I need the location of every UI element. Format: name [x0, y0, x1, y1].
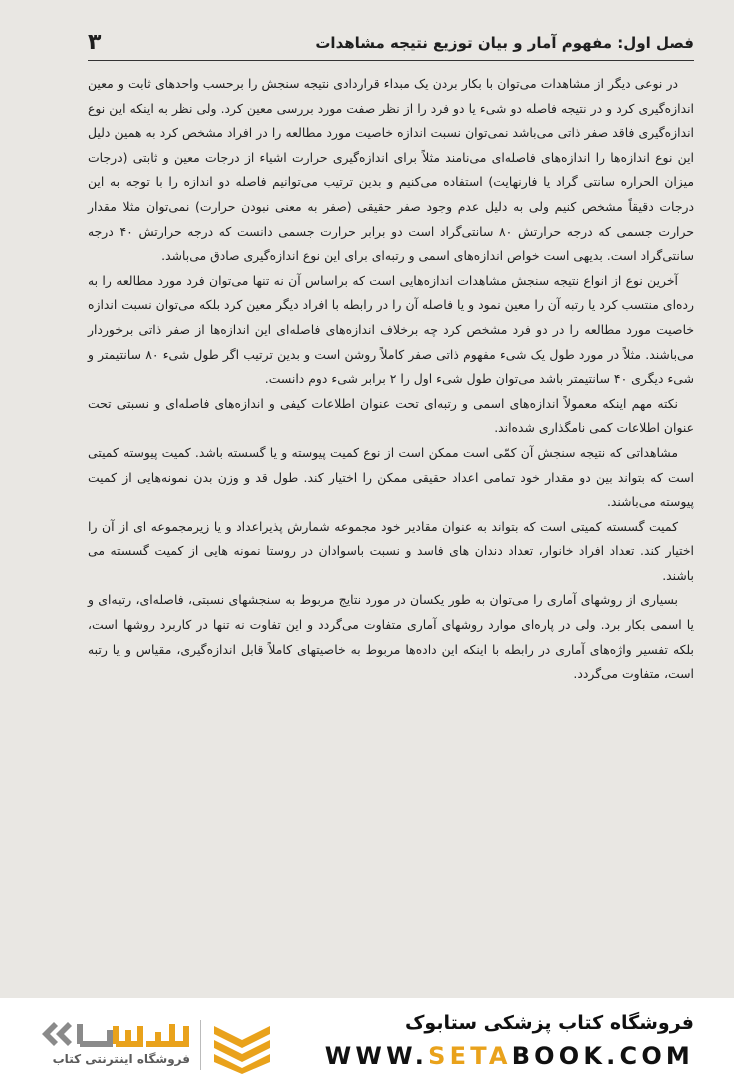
chevron-logo-icon	[210, 1018, 274, 1074]
paragraph-interval-scale: در نوعی دیگر از مشاهدات می‌توان با بکار بردن یک مبداء قراردادی نتیجه سنجش را برحسب واحدهای ثابت و معین اندازه‌گیری کرد و در نتیجه فاصله دو شیء یا دو فرد را از نظر صفت مورد بررسی معین کرد. ولی نظر به اینکه این نوع اندازه‌گیری فاقد صفر ذاتی می‌باشد نمی‌توان نسبت اندازه خاصیت مورد مطالعه را در افراد مشخص کرد به همین دلیل این نوع اندازه‌ها را اندازه‌های فاصله‌ای می‌نامند مثلاً برای اندازه‌گیری حرارت اشیاء از درجات معین و ثابتی (درجات میزان الحراره سانتی گراد یا فارنهایت) استفاده می‌کنیم و بدین ترتیب می‌توانیم فاصله دو اندازه را با توجه به این درجات دقیقاً مشخص کنیم ولی به دلیل عدم وجود صفر حقیقی (صفر به معنی نبودن حرارت) نمی‌توان مثلا مقدار حرارت جسمی که درجه حرارتش ۸۰ سانتی‌گراد است دو برابر حرارت جسمی دانست که درجه حرارتش ۴۰ درجه سانتی‌گراد است. بدیهی است خواص اندازه‌های اسمی و رتبه‌ای برای این نوع اندازه‌گیری صادق می‌باشد.	[88, 76, 694, 264]
store-footer-banner	[0, 998, 734, 1080]
page-body	[88, 72, 694, 687]
paragraph-continuous: مشاهداتی که نتیجه سنجش آن کمّی است ممکن است از نوع کمیت پیوسته و یا گسسته باشد. کمیت پیوسته کمیتی است که بتواند بین دو مقدار خود تمامی اعداد حقیقی ممکن را اختیار کند. طول قد و وزن بدن نمونه‌هایی از کمیت پیوسته می‌باشند.	[88, 444, 694, 510]
url-prefix: WWW.	[324, 1042, 429, 1070]
url-accent: SETA	[428, 1042, 512, 1070]
page-number: ۳	[88, 30, 102, 55]
paragraph-statistical-methods: بسیاری از روشهای آماری را می‌توان به طور یکسان در مورد نتایج مربوط به سنجشهای نسبتی، فاصله‌ای، رتبه‌ای و یا اسمی بکار برد. ولی در پاره‌ای موارد روشهای آماری متفاوت می‌گردد و این تفاوت نه تنها در کاربرد روشها است، بلکه تفسیر واژه‌های آماری در رابطه با اینکه این داده‌ها مربوط به خاصیتهای کاملاً قابل اندازه‌گیری، مقیاس و یا رتبه است، متفاوت می‌گردد.	[88, 592, 694, 682]
setabook-wordmark-logo	[40, 1014, 190, 1054]
logo-tagline: فروشگاه اینترنتی کتاب	[52, 1052, 190, 1066]
chapter-title: فصل اول: مفهوم آمار و بیان توزیع نتیجه مشاهدات	[315, 34, 694, 52]
paragraph-ratio-scale: آخرین نوع از انواع نتیجه سنجش مشاهدات اندازه‌هایی است که براساس آن نه تنها می‌توان فرد مورد مطالعه را به رده‌ای منتسب کرد یا رتبه آن را معین نمود و یا فاصله آن را در رابطه با افراد دیگر معین کرد بلکه می‌توان نسبت اندازه خاصیت مورد مطالعه را در دو فرد مشخص کرد چه برخلاف اندازه‌های فاصله‌ای این اندازه‌ها از صفر ذاتی برخوردار می‌باشند. مثلاً در مورد طول یک شیء مفهوم ذاتی صفر کاملاً روشن است و بدین ترتیب اگر طول شیء ۸۰ سانتیمتر و شیء دیگری ۴۰ سانتیمتر باشد می‌توان طول شیء اول را ۲ برابر شیء دوم دانست.	[88, 272, 695, 387]
logo-divider	[200, 1020, 201, 1070]
page-header	[88, 30, 694, 61]
store-url[interactable]	[325, 1042, 694, 1070]
paragraph-discrete: کمیت گسسته کمیتی است که بتواند به عنوان مقادیر خود مجموعه شمارش پذیراعداد و یا زیرمجموعه ای از آن را اختیار کند. تعداد افراد خانوار، تعداد دندان های فاسد و نسبت باسوادان در روستا نمونه هایی از کمیت گسسته می باشند.	[88, 518, 694, 583]
paragraph-qualitative-quantitative: نکته مهم اینکه معمولاً اندازه‌های اسمی و رتبه‌ای تحت عنوان اطلاعات کیفی و اندازه‌های فاصله‌ای و نسبتی تحت عنوان اطلاعات کمی نامگذاری شده‌اند.	[88, 395, 694, 436]
url-suffix: BOOK.COM	[511, 1042, 694, 1070]
store-name: فروشگاه کتاب پزشکی ستابوک	[404, 1012, 694, 1034]
